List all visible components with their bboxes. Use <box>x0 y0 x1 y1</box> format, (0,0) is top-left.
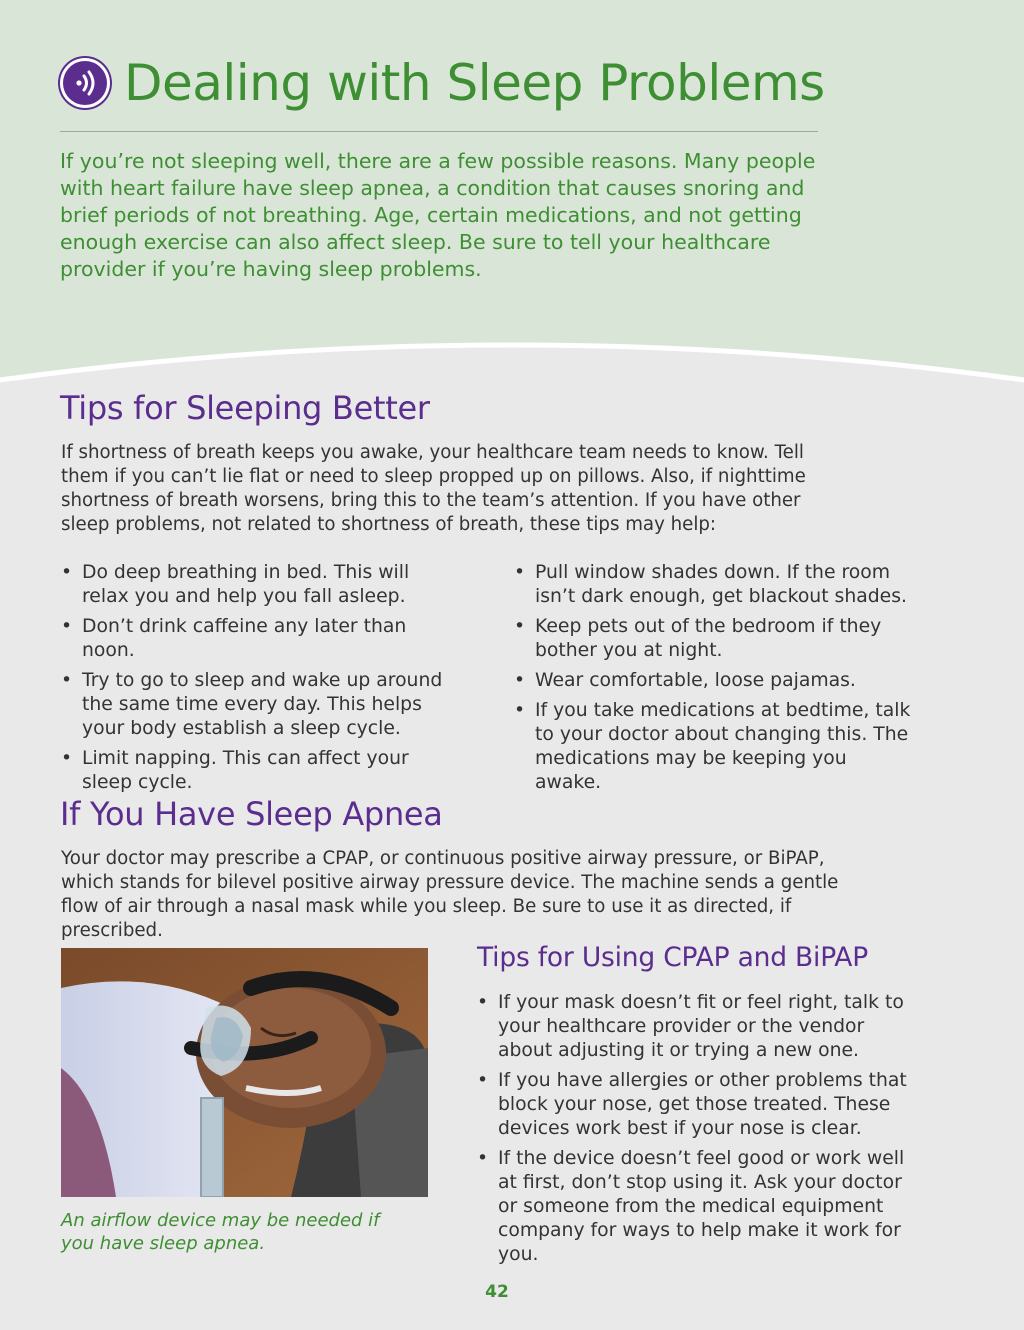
list-item: • If you take medications at bedtime, talk to your doctor about changing this. The medications may be keeping you awake. <box>514 700 911 793</box>
tips-sleeping-heading: Tips for Sleeping Better <box>60 389 430 427</box>
page-number: 42 <box>485 1282 509 1302</box>
bullet: • <box>61 670 73 691</box>
list-item: • If you have allergies or other problems that block your nose, get those treated. These devices work best if your nose is clear. <box>477 1070 907 1139</box>
list-item: • If your mask doesn’t fit or feel right, talk to your healthcare provider or the vendor about adjusting it or trying a new one. <box>477 992 904 1061</box>
bullet: • <box>477 1070 489 1091</box>
list-item: • Keep pets out of the bedroom if they bother you at night. <box>514 616 882 661</box>
photo-caption: An airflow device may be needed if you have sleep apnea. <box>61 1210 380 1254</box>
bullet: • <box>477 1148 489 1169</box>
list-item: • If the device doesn’t feel good or work well at first, don’t stop using it. Ask your doctor or someone from the medical equipment company for ways to help make it work for you. <box>477 1148 905 1265</box>
bullet: • <box>514 562 526 583</box>
title-divider <box>60 131 818 132</box>
cpap-photo <box>61 948 428 1197</box>
bullet: • <box>61 562 73 583</box>
list-item: • Try to go to sleep and wake up around the same time every day. This helps your body establish a sleep cycle. <box>61 670 443 739</box>
bullet: • <box>61 748 73 769</box>
sound-waves-icon <box>60 58 110 108</box>
bullet: • <box>477 992 489 1013</box>
intro-paragraph: If you’re not sleeping well, there are a few possible reasons. Many people with heart failure have sleep apnea, a condition that causes snoring and brief periods of not breathing. Age, certain medications, and not getting enough exercise can also affect sleep. Be sure to tell your healthcare provider if you’re having sleep problems. <box>60 149 816 281</box>
tips-sleeping-paragraph: If shortness of breath keeps you awake, your healthcare team needs to know. Tell them if you can’t lie flat or need to sleep propped up on pillows. Also, if nighttime shortness of breath worsens, bring this to the team’s attention. If you have other sleep problems, not related to shortness of breath, these tips may help: <box>61 442 806 535</box>
list-item: • Don’t drink caffeine any later than noon. <box>61 616 407 661</box>
bullet: • <box>514 616 526 637</box>
list-item: • Pull window shades down. If the room isn’t dark enough, get blackout shades. <box>514 562 907 607</box>
cpap-tips-heading: Tips for Using CPAP and BiPAP <box>477 942 868 973</box>
bullet: • <box>61 616 73 637</box>
list-item: • Limit napping. This can affect your sleep cycle. <box>61 748 409 793</box>
sleep-apnea-paragraph: Your doctor may prescribe a CPAP, or continuous positive airway pressure, or BiPAP, which stands for bilevel positive airway pressure device. The machine sends a gentle flow of air through a nasal mask while you sleep. Be sure to use it as directed, if prescribed. <box>61 848 839 941</box>
title-row <box>60 54 825 112</box>
bullet: • <box>514 670 526 691</box>
list-item: • Do deep breathing in bed. This will relax you and help you fall asleep. <box>61 562 410 607</box>
tips-right-list <box>514 561 914 801</box>
cpap-tips-list <box>477 991 922 1273</box>
page-title: Dealing with Sleep Problems <box>124 54 825 112</box>
list-item: • Wear comfortable, loose pajamas. <box>514 670 856 691</box>
sleep-apnea-heading: If You Have Sleep Apnea <box>60 795 443 833</box>
bullet: • <box>514 700 526 721</box>
tips-left-list <box>61 561 461 801</box>
